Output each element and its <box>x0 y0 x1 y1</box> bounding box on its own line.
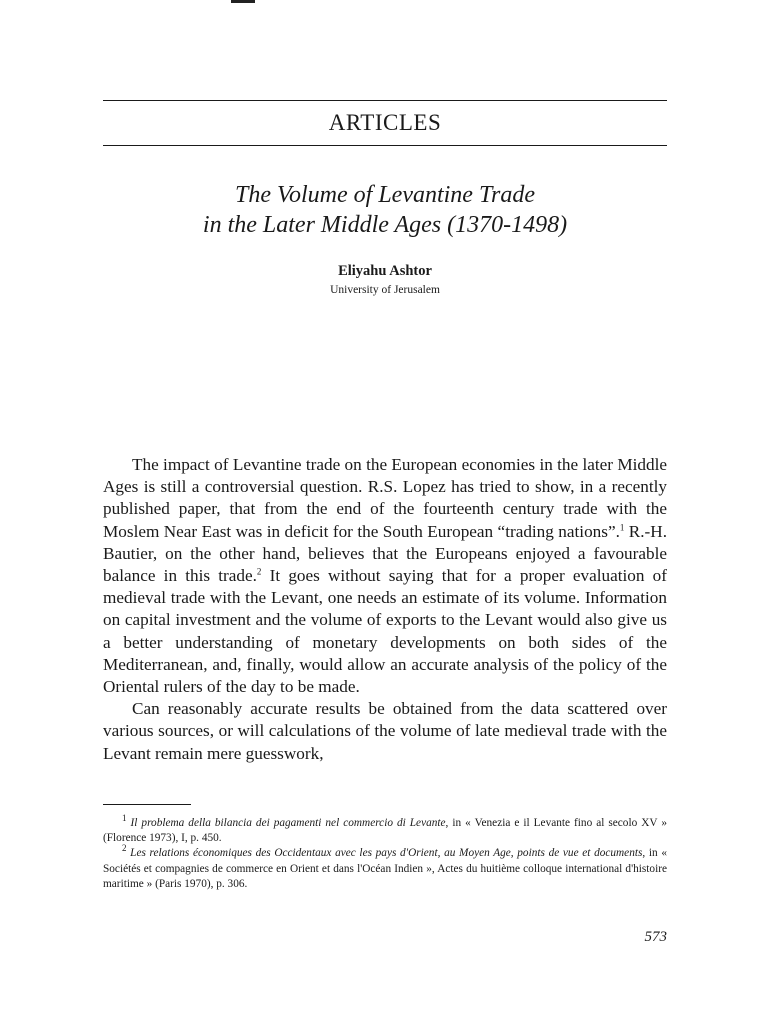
body-paragraph-1-part-b: R.-H. Bautier, on the other hand, believes that the Europeans enjoyed a favourable balance in this trade. <box>103 521 667 586</box>
page-number: 573 <box>644 929 667 945</box>
author-affiliation: University of Jerusalem <box>330 284 440 296</box>
author-name: Eliyahu Ashtor <box>338 263 432 279</box>
section-heading: ARTICLES <box>328 110 442 135</box>
scan-artifact-mark <box>231 0 255 3</box>
article-body <box>103 454 667 765</box>
footnote-2-title: Les relations économiques des Occidentaux avec les pays d'Orient, au Moyen Age, points de vue et documents <box>130 847 643 860</box>
article-title-line-2: in the Later Middle Ages (1370-1498) <box>202 212 568 238</box>
footnote-1-citation: , in « Venezia e il Levante fino al secolo XV » (Florence 1973), I, p. 450. <box>103 817 668 845</box>
footnote-ref-2: 2 <box>256 566 262 577</box>
heading-top-rule <box>103 100 667 101</box>
heading-bottom-rule <box>103 145 667 146</box>
body-paragraph-1 <box>103 454 667 698</box>
footnote-1 <box>103 813 668 846</box>
article-title-line-1: The Volume of Levantine Trade <box>235 182 535 208</box>
body-paragraph-1-part-c: It goes without saying that for a proper evaluation of medieval trade with the Levant, one needs an estimate of its volume. Information on capital investment and the volume of exports to the Levant would also give us a better understanding of monetary developments on both sides of the Mediterranean, and, finally, would allow an accurate analysis of the policy of the Oriental rulers of the day to be made. <box>103 566 667 697</box>
footnotes <box>103 813 668 892</box>
body-paragraph-1-part-a: The impact of Levantine trade on the European economies in the later Middle Ages is still a controversial question. R.S. Lopez has tried to show, in a recently published paper, that from the end of the fourteenth century trade with the Moslem Near East was in deficit for the South European “trading nations”. <box>103 455 667 541</box>
body-paragraph-2: Can reasonably accurate results be obtained from the data scattered over various sources, or will calculations of the volume of late medieval trade with the Levant remain mere guesswork, <box>103 699 667 763</box>
footnote-separator <box>103 804 191 805</box>
footnote-2 <box>103 843 667 892</box>
footnote-1-title: Il problema della bilancia dei pagamenti nel commercio di Levante <box>130 817 446 829</box>
footnote-2-number: 2 <box>122 843 127 854</box>
footnote-1-number: 1 <box>122 813 127 824</box>
article-title <box>103 180 667 240</box>
footnote-2-citation: , in « Sociétés et compagnies de commerce en Orient et dans l'Océan Indien », Actes du huitième colloque international d'histoire maritime » (Paris 1970), p. 306. <box>103 847 667 890</box>
footnote-ref-1: 1 <box>619 521 625 532</box>
